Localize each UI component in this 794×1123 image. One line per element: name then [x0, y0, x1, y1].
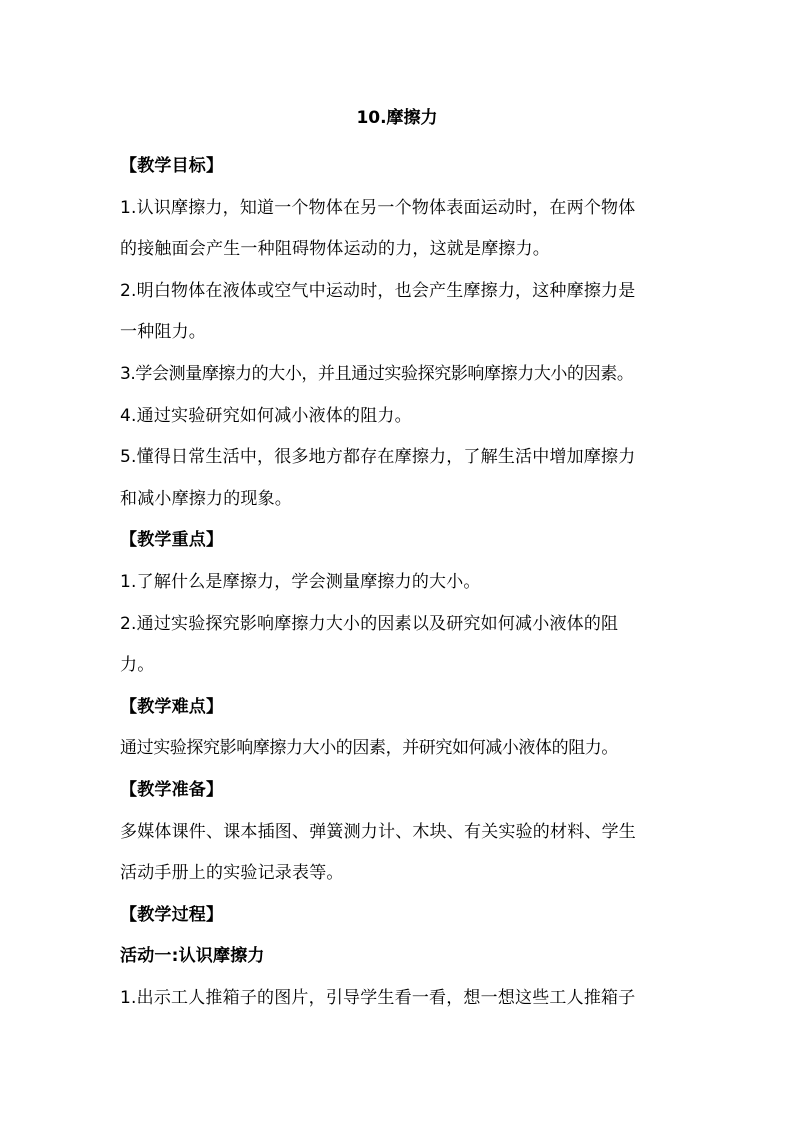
section-heading-key-points: 【教学重点】 [120, 530, 224, 551]
goals-line: 3.学会测量摩擦力的大小，并且通过实验探究影响摩擦力大小的因素。 [120, 363, 634, 384]
difficulties-line: 通过实验探究影响摩擦力大小的因素，并研究如何减小液体的阻力。 [120, 738, 618, 759]
goals-line: 的接触面会产生一种阻碍物体运动的力，这就是摩擦力。 [120, 239, 550, 260]
section-heading-goals: 【教学目标】 [120, 156, 224, 176]
section-heading-difficulties: 【教学难点】 [120, 696, 224, 717]
key-points-line: 力。 [120, 655, 155, 676]
section-heading-process: 【教学过程】 [120, 904, 224, 925]
goals-line: 1.认识摩擦力，知道一个物体在另一个物体表面运动时，在两个物体 [120, 197, 636, 218]
goals-line: 4.通过实验研究如何减小液体的阻力。 [120, 405, 412, 426]
goals-line: 和减小摩擦力的现象。 [120, 488, 292, 509]
preparation-line: 多媒体课件、课本插图、弹簧测力计、木块、有关实验的材料、学生 [120, 821, 636, 842]
key-points-line: 2.通过实验探究影响摩擦力大小的因素以及研究如何减小液体的阻 [120, 613, 619, 634]
document-body [120, 146, 680, 1019]
activity-title: 活动一:认识摩擦力 [120, 946, 265, 967]
preparation-line: 活动手册上的实验记录表等。 [120, 863, 344, 884]
goals-line: 5.懂得日常生活中，很多地方都存在摩擦力，了解生活中增加摩擦力 [120, 447, 636, 468]
key-points-line: 1.了解什么是摩擦力，学会测量摩擦力的大小。 [120, 571, 481, 592]
goals-line: 一种阻力。 [120, 322, 206, 343]
section-heading-preparation: 【教学准备】 [120, 779, 224, 800]
document-title: 10.摩擦力 [356, 108, 438, 128]
process-line: 1.出示工人推箱子的图片，引导学生看一看，想一想这些工人推箱子 [120, 987, 636, 1008]
goals-line: 2.明白物体在液体或空气中运动时，也会产生摩擦力，这种摩擦力是 [120, 280, 636, 301]
